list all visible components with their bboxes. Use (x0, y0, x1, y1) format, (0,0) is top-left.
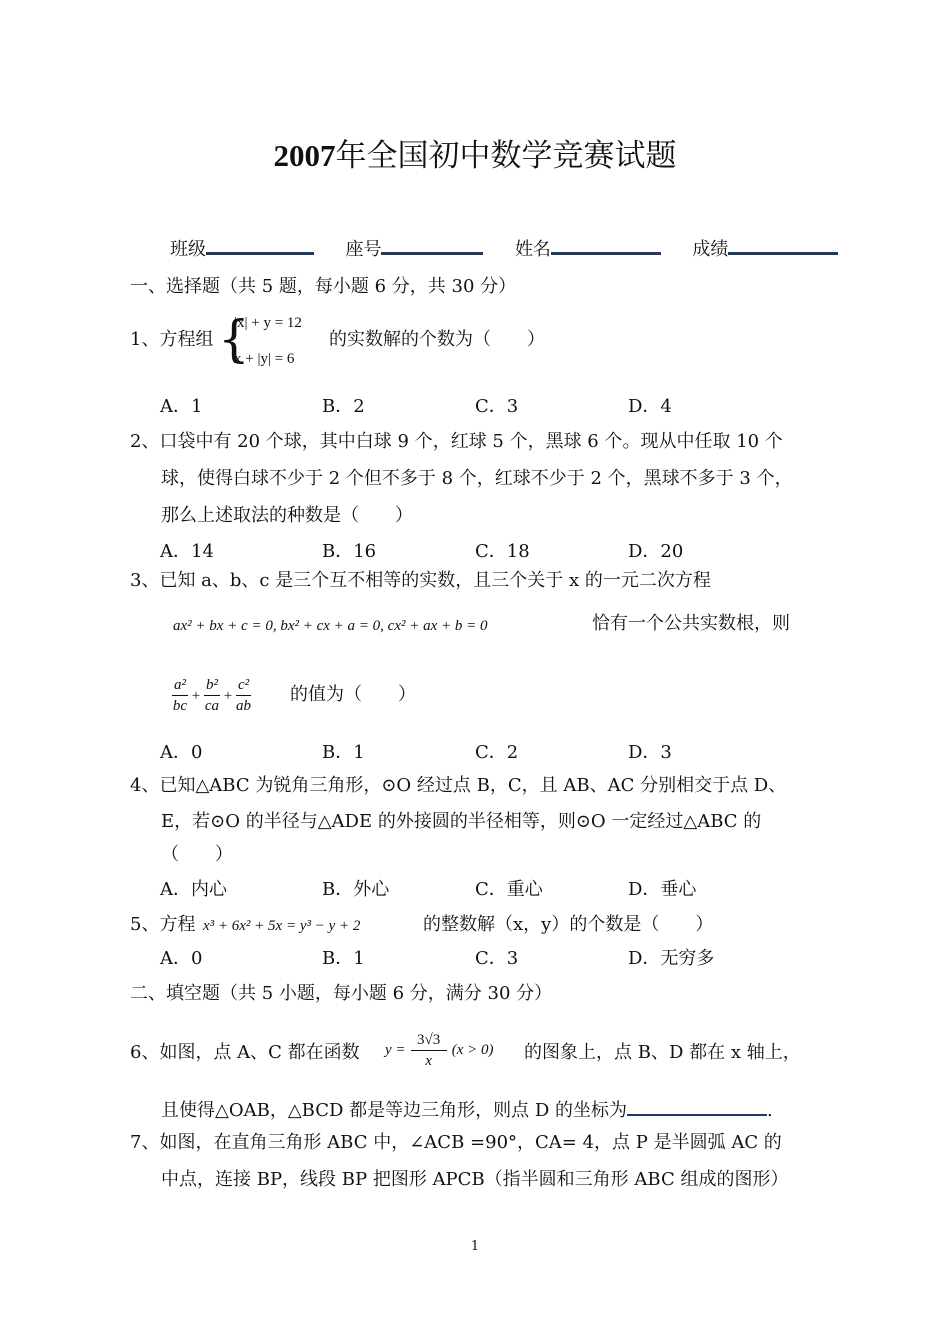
name-label: 姓名 (514, 239, 551, 260)
q3-equations: ax² + bx + c = 0, bx² + cx + a = 0, cx² + ax + b = 0 (173, 618, 488, 634)
q4-option-d: D．垂心 (628, 879, 697, 900)
q1-prefix: 1、方程组 (130, 329, 214, 350)
q6-answer-blank[interactable] (627, 1096, 767, 1116)
q4-line1: 4、已知△ABC 为锐角三角形，⊙O 经过点 B，C，且 AB、AC 分别相交于点 D、 (130, 775, 787, 796)
plus-sign: + (188, 688, 204, 704)
q2-option-a: A．14 (160, 541, 214, 562)
page-title (0, 130, 950, 175)
q3-option-b: B．1 (322, 742, 365, 763)
q3-frac1-den: bc (172, 698, 188, 714)
q6-suffix: 的图象上，点 B、D 都在 x 轴上， (524, 1042, 801, 1063)
q3-frac-1 (172, 675, 188, 716)
q4-line2: E，若⊙O 的半径与△ADE 的外接圆的半径相等，则⊙O 一定经过△ABC 的 (161, 811, 762, 832)
section-heading: 一、选择题（共 5 题，每小题 6 分，共 30 分） (130, 276, 517, 297)
q6-line2-end: . (767, 1100, 773, 1121)
name-field[interactable] (551, 232, 661, 255)
q2-option-c: C．18 (475, 541, 530, 562)
page-number: 1 (470, 1239, 480, 1254)
q4-option-a: A．内心 (160, 879, 227, 900)
q3-fraction-sum (172, 675, 251, 716)
q5-option-a: A．0 (160, 948, 203, 969)
q5-option-c: C．3 (475, 948, 519, 969)
score-field[interactable] (728, 232, 838, 255)
q6-function (385, 1030, 494, 1071)
title-text: 年全国初中数学竞赛试题 (335, 138, 677, 174)
q5-option-b: B．1 (322, 948, 365, 969)
q3-line2-suffix: 恰有一个公共实数根，则 (592, 613, 790, 634)
seat-field[interactable] (381, 232, 483, 255)
section-heading: 二、填空题（共 5 小题，每小题 6 分，满分 30 分） (130, 983, 553, 1004)
q6-func-condition: (x > 0) (451, 1042, 494, 1058)
q3-frac3-den: ab (236, 698, 252, 714)
q3-option-d: D．3 (628, 742, 672, 763)
score-label: 成绩 (692, 239, 729, 260)
title-year: 2007 (273, 138, 336, 173)
q5-prefix: 5、方程 (130, 914, 196, 935)
q4-line3: （ ） (161, 844, 233, 865)
q6-func-fraction (411, 1030, 447, 1071)
q5-suffix: 的整数解（x，y）的个数是（ ） (423, 914, 714, 935)
class-label: 班级 (170, 239, 206, 260)
class-field[interactable] (206, 232, 314, 255)
q6-func-num: 3√3 (411, 1030, 447, 1051)
q3-frac1-num: a² (172, 675, 188, 696)
q1-suffix: 的实数解的个数为（ ） (329, 329, 545, 350)
q2-line2: 球，使得白球不少于 2 个但不多于 8 个，红球不少于 2 个，黑球不多于 3 个， (161, 468, 793, 489)
q3-line3-suffix: 的值为（ ） (290, 684, 416, 705)
q1-eq1: |x| + y = 12 (234, 315, 302, 331)
q5-equation: x³ + 6x² + 5x = y³ − y + 2 (203, 918, 361, 934)
q7-line2: 中点，连接 BP，线段 BP 把图形 APCB（指半圆和三角形 ABC 组成的图形） (161, 1169, 789, 1190)
q2-option-d: D．20 (628, 541, 684, 562)
q3-line1: 3、已知 a、b、c 是三个互不相等的实数，且三个关于 x 的一元二次方程 (130, 570, 711, 591)
q6-prefix: 6、如图，点 A、C 都在函数 (130, 1042, 360, 1063)
q4-option-c: C．重心 (475, 879, 543, 900)
q3-frac2-den: ca (204, 698, 220, 714)
system-brace: { (218, 310, 250, 368)
q2-option-b: B．16 (322, 541, 377, 562)
q6-func-lhs: y = (385, 1042, 406, 1058)
info-row (170, 232, 838, 262)
q3-option-c: C．2 (475, 742, 519, 763)
q3-frac-2 (204, 675, 220, 716)
q7-line1: 7、如图，在直角三角形 ABC 中，∠ACB =90°，CA= 4，点 P 是半圆弧 AC 的 (130, 1132, 782, 1153)
q4-option-b: B．外心 (322, 879, 390, 900)
q3-frac3-num: c² (236, 675, 251, 696)
q1-option-a: A．1 (160, 396, 203, 417)
q1-option-b: B．2 (322, 396, 365, 417)
seat-label: 座号 (345, 239, 382, 260)
q1-option-d: D．4 (628, 396, 672, 417)
q3-frac-3 (236, 675, 251, 716)
q1-eq2: x + |y| = 6 (234, 351, 295, 367)
q5-option-d: D．无穷多 (628, 948, 715, 969)
q6-line2: 且使得△OAB，△BCD 都是等边三角形，则点 D 的坐标为 (161, 1100, 628, 1121)
plus-sign: + (219, 688, 236, 704)
q3-option-a: A．0 (160, 742, 203, 763)
q1-option-c: C．3 (475, 396, 519, 417)
q3-frac2-num: b² (204, 675, 220, 696)
q2-line1: 2、口袋中有 20 个球，其中白球 9 个，红球 5 个，黑球 6 个。现从中任取 10 个 (130, 431, 783, 452)
q6-line2-wrap (161, 1096, 773, 1123)
q2-line3: 那么上述取法的种数是（ ） (161, 505, 413, 526)
q6-func-den: x (425, 1053, 432, 1069)
